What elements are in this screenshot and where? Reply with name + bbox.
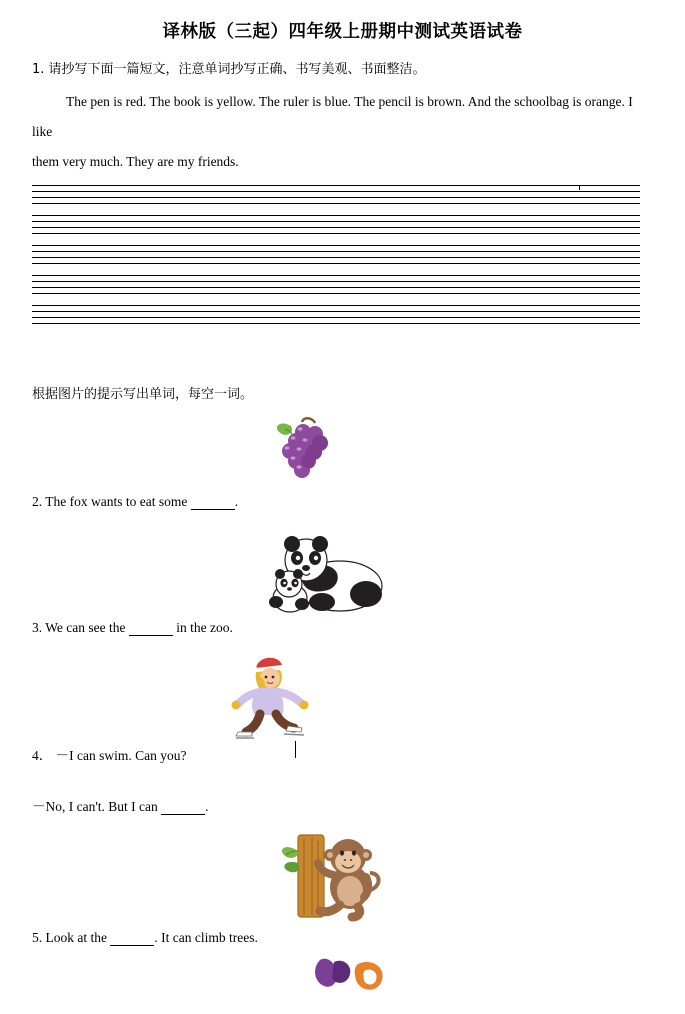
- question-3-number: 3.: [32, 620, 43, 635]
- handwriting-line-group: [32, 305, 640, 335]
- skating-girl-picture: [220, 648, 340, 743]
- handwriting-line-group: [32, 245, 640, 275]
- question-1-instruction: [32, 58, 655, 77]
- question-4-answer-line: [32, 795, 655, 815]
- question-5-answer-blank[interactable]: [110, 932, 154, 946]
- question-2-answer-blank[interactable]: [191, 496, 235, 510]
- handwriting-line-group: [32, 185, 640, 215]
- question-4-line-1: －I can swim. Can you?: [55, 748, 187, 763]
- question-1-passage: [32, 87, 655, 177]
- handwriting-line-group: [32, 215, 640, 245]
- question-3-text-after: in the zoo.: [176, 620, 233, 635]
- question-2: [32, 494, 655, 510]
- passage-line-1: The pen is red. The book is yellow. The ruler is blue. The pencil is brown. And the schoolbag is orange. I like: [32, 94, 633, 139]
- question-3-text-before: We can see the: [45, 620, 126, 635]
- question-3: [32, 620, 655, 636]
- question-3-answer-blank[interactable]: [129, 622, 173, 636]
- question-4-line-2-before: －No, I can't. But I can: [32, 799, 158, 814]
- question-5: [32, 930, 655, 946]
- passage-line-2: them very much. They are my friends.: [32, 154, 239, 169]
- question-5-text-after: . It can climb trees.: [154, 930, 258, 945]
- text-cursor: [295, 741, 296, 758]
- question-2-text-before: The fox wants to eat some: [45, 494, 188, 509]
- question-1-number: 1.: [32, 62, 45, 77]
- handwriting-line-group: [32, 275, 640, 305]
- panda-picture: [262, 528, 392, 618]
- question-2-number: 2.: [32, 494, 43, 509]
- question-5-number: 5.: [32, 930, 43, 945]
- question-4-answer-blank[interactable]: [161, 801, 205, 815]
- section-2-prompt: 根据图片的提示写出单词，每空一词。: [32, 387, 254, 402]
- handwriting-practice-grid: [32, 185, 640, 335]
- question-4: [32, 744, 655, 764]
- question-4-number: 4．: [32, 748, 53, 763]
- crayons-picture: [310, 954, 420, 1014]
- worksheet-page: [0, 10, 685, 945]
- line-tick: [579, 185, 580, 190]
- question-4-line-2-after: .: [205, 799, 209, 814]
- page-title: 译林版（三起）四年级上册期中测试英语试卷: [162, 22, 523, 42]
- question-2-text-after: .: [234, 494, 239, 509]
- grapes-picture: [255, 416, 355, 486]
- question-5-text-before: Look at the: [45, 930, 107, 945]
- monkey-picture: [270, 829, 400, 924]
- question-1-instruction-text: 请抄写下面一篇短文，注意单词抄写正确、书写美观、书面整洁。: [48, 62, 426, 77]
